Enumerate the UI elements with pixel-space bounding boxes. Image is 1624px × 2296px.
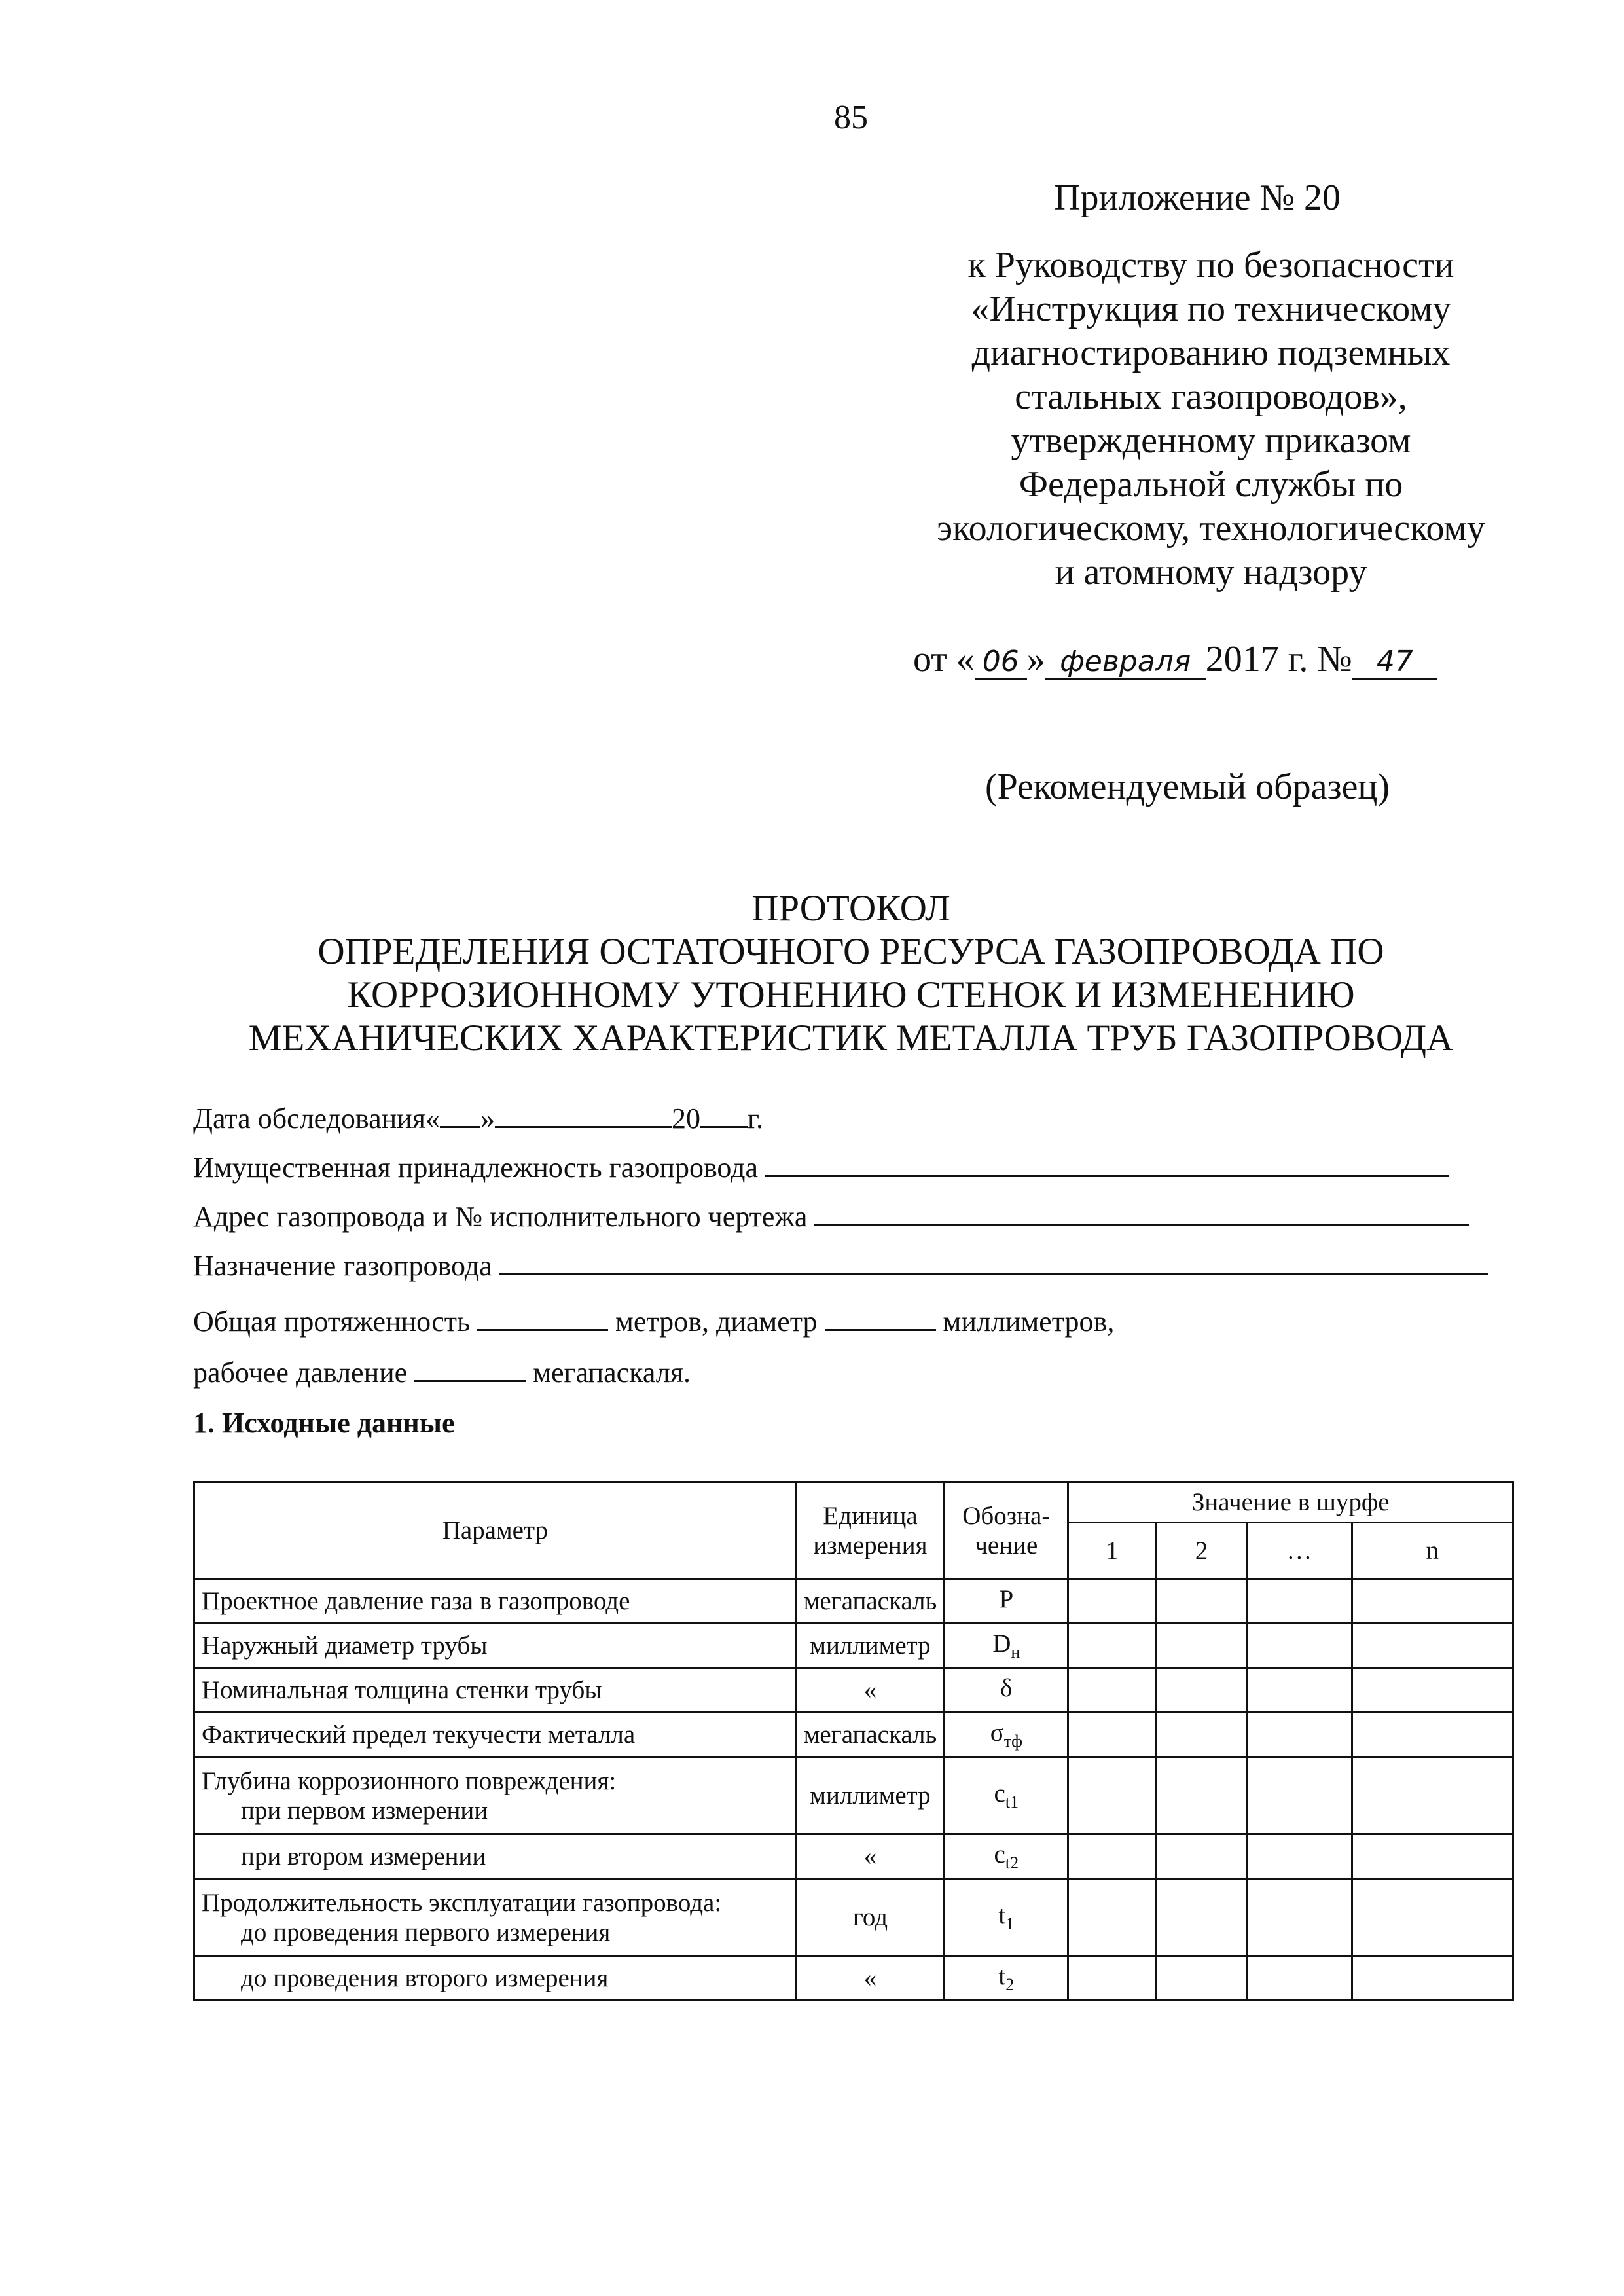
group-subparam: при первом измерении — [241, 1796, 488, 1825]
value-cell[interactable] — [1352, 1956, 1513, 2001]
value-cell[interactable] — [1156, 1713, 1246, 1757]
symbol: D — [992, 1630, 1011, 1658]
handwritten-month: февраля — [1045, 646, 1206, 680]
symbol: δ — [1000, 1674, 1013, 1703]
reference-line: экологическому, технологическому — [937, 508, 1485, 549]
order-quote-close: » — [1026, 639, 1045, 680]
pressure-label: рабочее давление — [193, 1357, 408, 1389]
unit-cell: « — [796, 1834, 945, 1879]
pressure-field — [193, 1354, 691, 1389]
value-cell[interactable] — [1352, 1579, 1513, 1624]
appendix-heading: Приложение № 20 — [1054, 177, 1341, 218]
symbol-cell — [945, 1757, 1068, 1834]
length-unit: метров, диаметр — [615, 1305, 818, 1338]
value-cell[interactable] — [1247, 1624, 1352, 1668]
value-cell[interactable] — [1352, 1668, 1513, 1713]
value-cell[interactable] — [1068, 1579, 1156, 1624]
table-row — [194, 1579, 1513, 1624]
value-cell[interactable] — [1247, 1879, 1352, 1956]
param-cell: при втором измерении — [194, 1834, 797, 1879]
survey-date-year-suffix: г. — [747, 1102, 764, 1135]
reference-line: диагностированию подземных — [971, 333, 1451, 373]
reference-line: к Руководству по безопасности — [967, 245, 1454, 285]
header-symbol — [945, 1482, 1068, 1579]
handwritten-order-number: 47 — [1352, 646, 1437, 680]
header-pit-col: 1 — [1068, 1523, 1156, 1579]
table-row — [194, 1713, 1513, 1757]
value-cell[interactable] — [1156, 1834, 1246, 1879]
header-pit-col: n — [1352, 1523, 1513, 1579]
value-cell[interactable] — [1068, 1834, 1156, 1879]
group-subparam: до проведения первого измерения — [241, 1918, 611, 1946]
protocol-title — [0, 887, 1624, 1060]
address-label: Адрес газопровода и № исполнительного чертежа — [193, 1201, 808, 1233]
value-cell[interactable] — [1068, 1956, 1156, 2001]
value-cell[interactable] — [1352, 1624, 1513, 1668]
title-line: ПРОТОКОЛ — [751, 888, 950, 929]
param-cell — [194, 1879, 797, 1956]
reference-line: утвержденному приказом — [1011, 420, 1411, 461]
appendix-reference — [825, 244, 1597, 594]
symbol-cell — [945, 1713, 1068, 1757]
symbol-subscript: 2 — [1005, 1975, 1015, 1994]
param-cell — [194, 1757, 797, 1834]
value-cell[interactable] — [1247, 1668, 1352, 1713]
value-cell[interactable] — [1068, 1668, 1156, 1713]
title-line: ОПРЕДЕЛЕНИЯ ОСТАТОЧНОГО РЕСУРСА ГАЗОПРОВОДА ПО — [317, 931, 1384, 972]
symbol-subscript: н — [1011, 1642, 1020, 1662]
address-blank[interactable] — [814, 1198, 1469, 1226]
header-symbol-line2: чение — [975, 1531, 1038, 1559]
diameter-unit: миллиметров, — [943, 1305, 1115, 1338]
value-cell[interactable] — [1352, 1879, 1513, 1956]
survey-date-field — [193, 1100, 763, 1135]
unit-cell: год — [796, 1879, 945, 1956]
address-field — [193, 1198, 1469, 1233]
order-prefix: от « — [913, 639, 975, 680]
value-cell[interactable] — [1352, 1757, 1513, 1834]
survey-date-quote-close: » — [480, 1102, 495, 1135]
survey-date-label: Дата обследования« — [193, 1102, 440, 1135]
header-unit-line1: Единица — [823, 1501, 918, 1530]
unit-cell: « — [796, 1956, 945, 2001]
value-cell[interactable] — [1156, 1624, 1246, 1668]
group-title: Глубина коррозионного повреждения: — [202, 1766, 617, 1795]
value-cell[interactable] — [1068, 1879, 1156, 1956]
value-cell[interactable] — [1156, 1579, 1246, 1624]
unit-cell: миллиметр — [796, 1624, 945, 1668]
ownership-blank[interactable] — [765, 1149, 1449, 1177]
param-cell: Номинальная толщина стенки трубы — [194, 1668, 797, 1713]
header-parameter: Параметр — [194, 1482, 797, 1579]
symbol-subscript: t2 — [1005, 1853, 1019, 1872]
header-unit-line2: измерения — [813, 1531, 928, 1559]
symbol-cell — [945, 1668, 1068, 1713]
order-year: 2017 г. № — [1205, 639, 1352, 680]
symbol: P — [999, 1585, 1014, 1614]
unit-cell: мегапаскаль — [796, 1713, 945, 1757]
table-row — [194, 1668, 1513, 1713]
symbol-cell — [945, 1624, 1068, 1668]
initial-data-table — [193, 1481, 1514, 2001]
pressure-blank[interactable] — [414, 1354, 526, 1382]
value-cell[interactable] — [1247, 1956, 1352, 2001]
day-blank[interactable] — [440, 1100, 480, 1128]
pressure-unit: мегапаскаля. — [533, 1357, 691, 1389]
table-row — [194, 1879, 1513, 1956]
unit-cell: миллиметр — [796, 1757, 945, 1834]
purpose-blank[interactable] — [499, 1247, 1488, 1275]
title-line: МЕХАНИЧЕСКИХ ХАРАКТЕРИСТИК МЕТАЛЛА ТРУБ ГАЗОПРОВОДА — [248, 1017, 1454, 1059]
reference-line: и атомному надзору — [1055, 552, 1367, 592]
table-row — [194, 1624, 1513, 1668]
unit-cell: мегапаскаль — [796, 1579, 945, 1624]
recommended-sample-note: (Рекомендуемый образец) — [985, 767, 1390, 807]
table-row — [194, 1757, 1513, 1834]
section-title: 1. Исходные данные — [193, 1407, 455, 1439]
diameter-blank[interactable] — [825, 1303, 936, 1331]
order-date-line — [913, 638, 1437, 680]
header-pit-col: … — [1247, 1523, 1352, 1579]
symbol-cell — [945, 1579, 1068, 1624]
param-cell: Проектное давление газа в газопроводе — [194, 1579, 797, 1624]
table-row — [194, 1834, 1513, 1879]
header-pit-col: 2 — [1156, 1523, 1246, 1579]
value-cell[interactable] — [1247, 1757, 1352, 1834]
value-cell[interactable] — [1352, 1834, 1513, 1879]
group-title: Продолжительность эксплуатации газопровода: — [202, 1888, 722, 1917]
reference-line: стальных газопроводов», — [1015, 376, 1407, 417]
value-cell[interactable] — [1068, 1713, 1156, 1757]
symbol: t — [998, 1962, 1006, 1991]
symbol: σ — [990, 1719, 1004, 1747]
symbol-subscript: 1 — [1005, 1914, 1015, 1933]
table-row — [194, 1956, 1513, 2001]
value-cell[interactable] — [1068, 1624, 1156, 1668]
month-blank[interactable] — [495, 1100, 672, 1128]
value-cell[interactable] — [1247, 1834, 1352, 1879]
length-blank[interactable] — [477, 1303, 608, 1331]
symbol-subscript: тф — [1003, 1731, 1022, 1751]
length-diameter-field — [193, 1303, 1114, 1338]
symbol-cell — [945, 1834, 1068, 1879]
handwritten-day: 06 — [975, 646, 1027, 680]
value-cell[interactable] — [1247, 1713, 1352, 1757]
value-cell[interactable] — [1352, 1713, 1513, 1757]
title-line: КОРРОЗИОННОМУ УТОНЕНИЮ СТЕНОК И ИЗМЕНЕНИЮ — [347, 974, 1355, 1015]
value-cell[interactable] — [1068, 1757, 1156, 1834]
value-cell[interactable] — [1156, 1668, 1246, 1713]
ownership-field — [193, 1149, 1449, 1184]
symbol-cell — [945, 1956, 1068, 2001]
header-unit — [796, 1482, 945, 1579]
purpose-field — [193, 1247, 1488, 1283]
symbol: t — [998, 1901, 1006, 1930]
header-pit-value: Значение в шурфе — [1068, 1482, 1513, 1523]
value-cell[interactable] — [1156, 1757, 1246, 1834]
param-cell: до проведения второго измерения — [194, 1956, 797, 2001]
year-blank[interactable] — [700, 1100, 748, 1128]
symbol-cell — [945, 1879, 1068, 1956]
value-cell[interactable] — [1156, 1879, 1246, 1956]
survey-date-century: 20 — [671, 1102, 700, 1135]
reference-line: «Инструкция по техническому — [971, 289, 1451, 329]
symbol-subscript: t1 — [1005, 1792, 1019, 1812]
header-symbol-line1: Обозна- — [962, 1501, 1051, 1530]
unit-cell: « — [796, 1668, 945, 1713]
symbol: c — [994, 1779, 1005, 1808]
length-label: Общая протяженность — [193, 1305, 471, 1338]
purpose-label: Назначение газопровода — [193, 1250, 492, 1282]
param-cell: Фактический предел текучести металла — [194, 1713, 797, 1757]
value-cell[interactable] — [1247, 1579, 1352, 1624]
value-cell[interactable] — [1156, 1956, 1246, 2001]
symbol: c — [994, 1840, 1005, 1869]
page-number: 85 — [834, 99, 868, 136]
reference-line: Федеральной службы по — [1019, 464, 1403, 505]
ownership-label: Имущественная принадлежность газопровода — [193, 1152, 759, 1184]
param-cell: Наружный диаметр трубы — [194, 1624, 797, 1668]
